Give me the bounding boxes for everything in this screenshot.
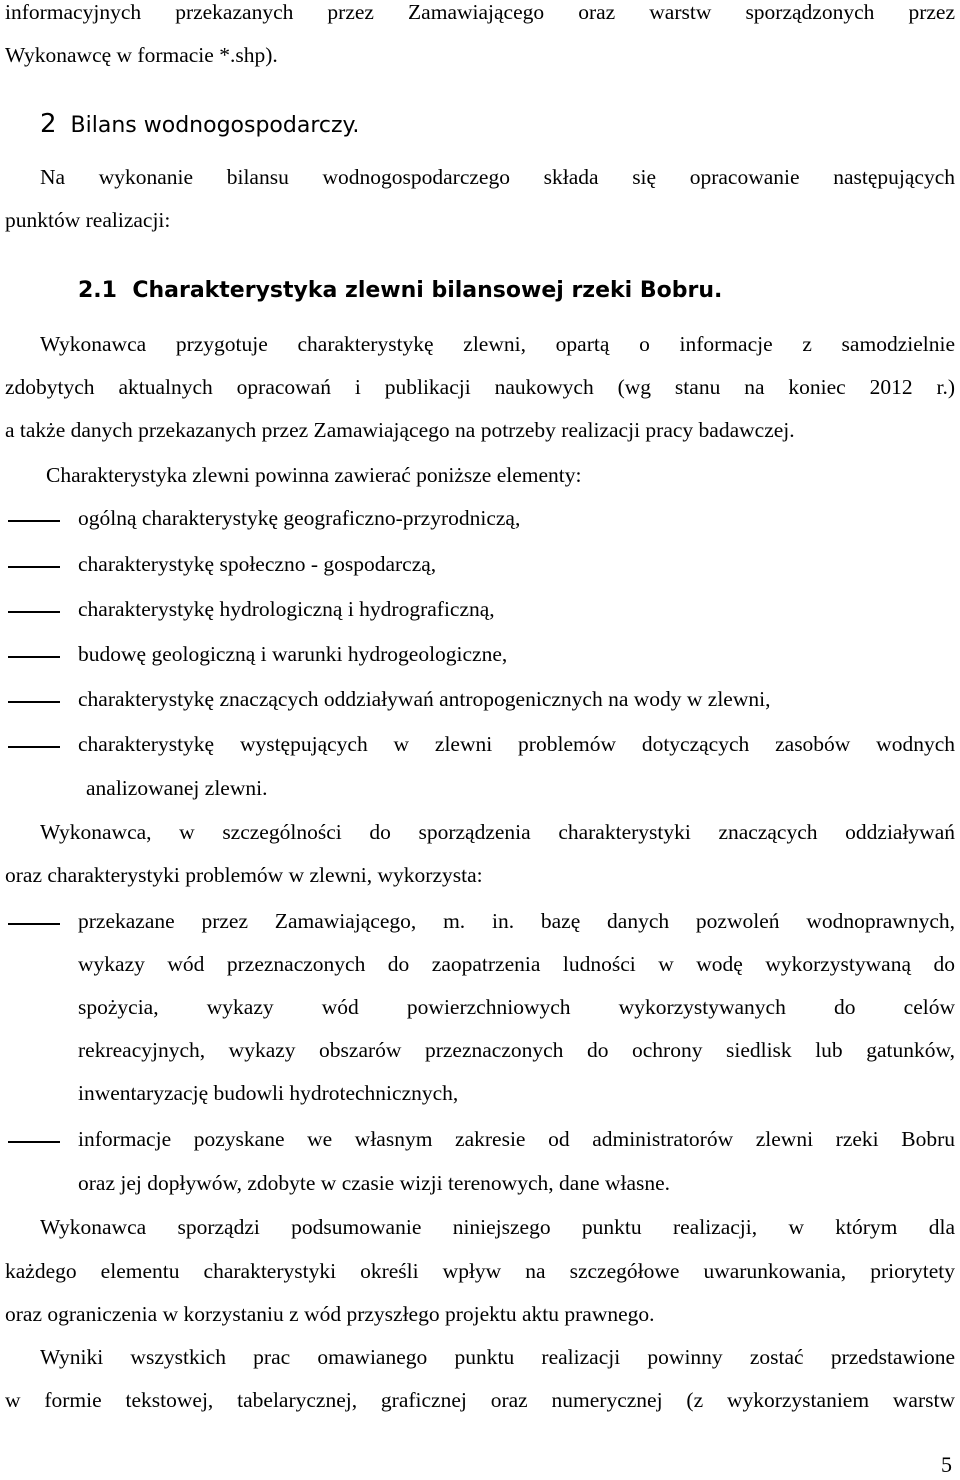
paragraph-3-line-3: oraz ograniczenia w korzystaniu z wód przyszłego projektu aktu prawnego. bbox=[5, 1302, 655, 1326]
source-item-2-line-1: informacje pozyskane we własnym zakresie od administratorów zlewni rzeki Bobru bbox=[78, 1129, 955, 1151]
paragraph-4-line-1: Wyniki wszystkich prac omawianego punktu realizacji powinny zostać przedstawione bbox=[40, 1345, 955, 1369]
list-dash bbox=[8, 656, 60, 658]
intro-line-1: Na wykonanie bilansu wodnogospodarczego składa się opracowanie następujących bbox=[40, 165, 955, 189]
list-dash bbox=[8, 923, 60, 925]
source-item-1-line-3: spożycia, wykazy wód powierzchniowych wykorzystywanych do celów bbox=[78, 997, 955, 1019]
list-item: charakterystykę hydrologiczną i hydrograficzną, bbox=[78, 597, 495, 621]
list-item: charakterystykę społeczno - gospodarczą, bbox=[78, 552, 437, 576]
list-item: budowę geologiczną i warunki hydrogeologiczne, bbox=[78, 642, 508, 666]
list-item-continuation: analizowanej zlewni. bbox=[86, 776, 268, 800]
list-item: ogólną charakterystykę geograficzno-przyrodniczą, bbox=[78, 506, 521, 530]
section-heading bbox=[40, 111, 359, 137]
continuation-line-2: Wykonawcę w formacie *.shp). bbox=[5, 43, 278, 67]
list-dash bbox=[8, 520, 60, 522]
paragraph-3-line-2: każdego elementu charakterystyki określi wpływ na szczegółowe uwarunkowania, priorytety bbox=[5, 1261, 955, 1283]
elements-lead: Charakterystyka zlewni powinna zawierać poniższe elementy: bbox=[46, 463, 582, 487]
paragraph-2-line-2: oraz charakterystyki problemów w zlewni, wykorzysta: bbox=[5, 863, 483, 887]
source-item-1-line-2: wykazy wód przeznaczonych do zaopatrzenia ludności w wodę wykorzystywaną do bbox=[78, 954, 955, 976]
list-dash bbox=[8, 1141, 60, 1143]
paragraph-3-line-1: Wykonawca sporządzi podsumowanie niniejszego punktu realizacji, w którym dla bbox=[40, 1215, 955, 1239]
subsection-title: Charakterystyka zlewni bilansowej rzeki Bobru. bbox=[132, 278, 723, 303]
section-title: Bilans wodnogospodarczy. bbox=[70, 113, 360, 138]
list-item: charakterystykę znaczących oddziaływań antropogenicznych na wody w zlewni, bbox=[78, 687, 771, 711]
subsection-heading bbox=[78, 280, 722, 302]
list-dash bbox=[8, 701, 60, 703]
list-dash bbox=[8, 566, 60, 568]
continuation-line-1: informacyjnych przekazanych przez Zamawiającego oraz warstw sporządzonych przez bbox=[5, 2, 955, 24]
page-number: 5 bbox=[941, 1452, 952, 1477]
subsection-number: 2.1 bbox=[78, 278, 117, 303]
intro-line-2: punktów realizacji: bbox=[5, 208, 171, 232]
source-item-1-line-5: inwentaryzację budowli hydrotechnicznych, bbox=[78, 1081, 459, 1105]
source-item-2-line-2: oraz jej dopływów, zdobyte w czasie wizji terenowych, dane własne. bbox=[78, 1171, 671, 1195]
paragraph-1-line-1: Wykonawca przygotuje charakterystykę zlewni, opartą o informacje z samodzielnie bbox=[40, 332, 955, 356]
source-item-1-line-1: przekazane przez Zamawiającego, m. in. bazę danych pozwoleń wodnoprawnych, bbox=[78, 911, 955, 933]
source-item-1-line-4: rekreacyjnych, wykazy obszarów przeznaczonych do ochrony siedlisk lub gatunków, bbox=[78, 1040, 955, 1062]
section-number: 2 bbox=[40, 109, 57, 139]
list-item: charakterystykę występujących w zlewni problemów dotyczących zasobów wodnych bbox=[78, 734, 955, 756]
list-dash bbox=[8, 746, 60, 748]
list-dash bbox=[8, 611, 60, 613]
paragraph-1-line-2: zdobytych aktualnych opracowań i publikacji naukowych (wg stanu na koniec 2012 r.) bbox=[5, 377, 955, 399]
paragraph-4-line-2: w formie tekstowej, tabelarycznej, graficznej oraz numerycznej (z wykorzystaniem warstw bbox=[5, 1390, 955, 1412]
paragraph-1-line-3: a także danych przekazanych przez Zamawiającego na potrzeby realizacji pracy badawczej. bbox=[5, 418, 795, 442]
paragraph-2-line-1: Wykonawca, w szczególności do sporządzenia charakterystyki znaczących oddziaływań bbox=[40, 820, 955, 844]
